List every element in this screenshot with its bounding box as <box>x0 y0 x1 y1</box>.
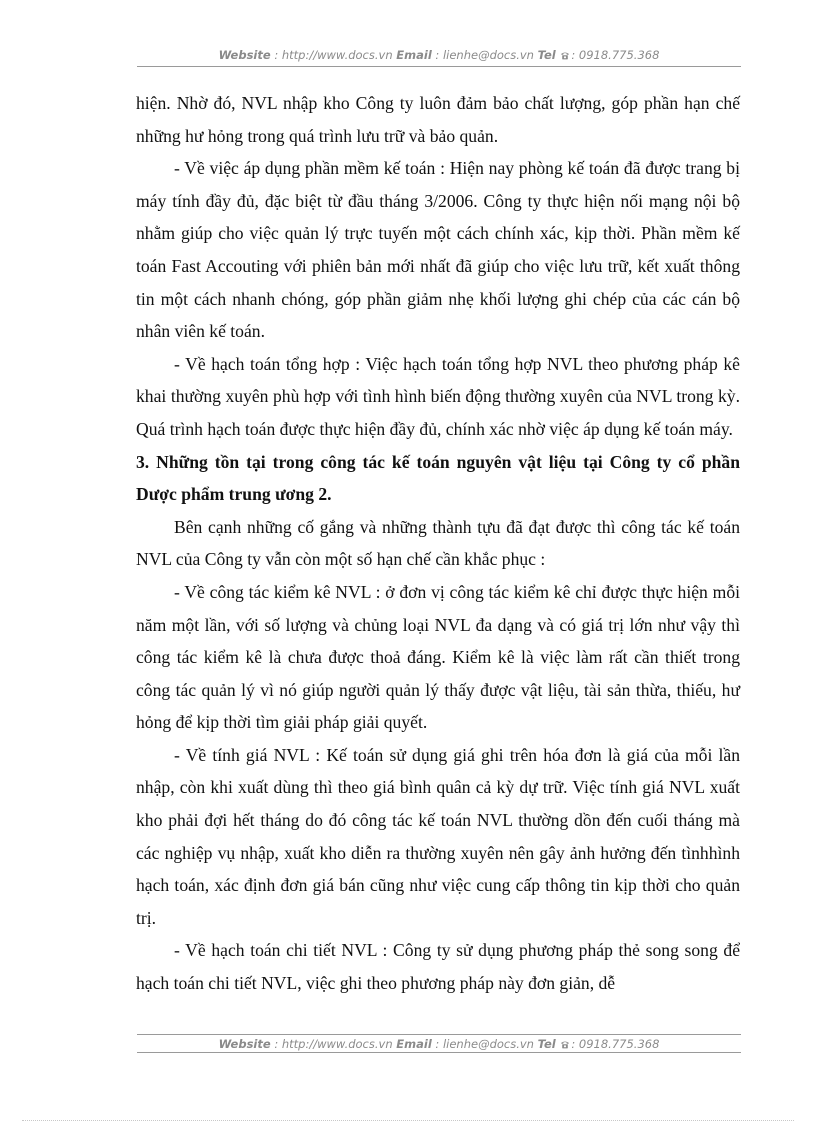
footer-email-label: Email <box>396 1037 432 1051</box>
header-phone-number: : 0918.775.368 <box>571 48 660 62</box>
footer-phone-number: : 0918.775.368 <box>571 1037 660 1051</box>
footer-tel-label: Tel <box>537 1037 556 1051</box>
footer-website-label: Website <box>218 1037 271 1051</box>
paragraph-detailed-accounting: - Về hạch toán chi tiết NVL : Công ty sử dụng phương pháp thẻ song song để hạch toán chi tiết NVL, việc ghi theo phương pháp này đơn giản, dễ <box>136 940 740 994</box>
page-footer <box>137 1034 741 1053</box>
paragraph-general-accounting: - Về hạch toán tổng hợp : Việc hạch toán tổng hợp NVL theo phương pháp kê khai thường xuyên phù hợp với tình hình biến động thường xuyên của NVL trong kỳ. Quá trình hạch toán được thực hiện đầy đủ, chính xác nhờ việc áp dụng kế toán máy. <box>136 353 740 439</box>
page-header <box>137 48 741 67</box>
paragraph-material-pricing: - Về tính giá NVL : Kế toán sử dụng giá ghi trên hóa đơn là giá của mỗi lần nhập, còn khi xuất dùng thì theo giá bình quân cả kỳ dự trữ. Việc tính giá NVL xuất kho phải đợi hết tháng do đó công tác kế toán NVL thường dồn đến cuối tháng mà các nghiệp vụ nhập, xuất kho diễn ra thường xuyên nên gây ảnh hưởng đến tìnhhình hạch toán, xác định đơn giá bán cũng như việc cung cấp thông tin kịp thời cho quản trị. <box>136 744 740 928</box>
paragraph-accounting-software: - Về việc áp dụng phần mềm kế toán : Hiện nay phòng kế toán đã được trang bị máy tính đầy đủ, đặc biệt từ đầu tháng 3/2006. Công ty thực hiện nối mạng nội bộ nhằm giúp cho việc quản lý trực tuyến một cách chính xác, kịp thời. Phần mềm kế toán Fast Accouting với phiên bản mới nhất đã giúp cho việc lưu trữ, kết xuất thông tin một cách nhanh chóng, góp phần giảm nhẹ khối lượng ghi chép của các cán bộ nhân viên kế toán. <box>136 158 740 342</box>
page-edge-divider <box>22 1120 794 1121</box>
footer-website-link[interactable]: : http://www.docs.vn <box>270 1037 397 1051</box>
paragraph-continuation: hiện. Nhờ đó, NVL nhập kho Công ty luôn đảm bảo chất lượng, góp phần hạn chế những hư hỏng trong quá trình lưu trữ và bảo quản. <box>136 93 740 146</box>
telephone-icon <box>560 1040 570 1049</box>
header-email-link[interactable]: : lienhe@docs.vn <box>431 48 538 62</box>
header-email-label: Email <box>396 48 432 62</box>
paragraph-inventory-count: - Về công tác kiểm kê NVL : ở đơn vị công tác kiểm kê chỉ được thực hiện mỗi năm một lần, với số lượng và chủng loại NVL đa dạng và có giá trị lớn như vậy thì công tác kiểm kê là chưa được thoả đáng. Kiểm kê là việc làm rất cần thiết trong công tác quản lý vì nó giúp người quản lý thấy được vật liệu, tài sản thừa, thiếu, hư hỏng để kịp thời tìm giải pháp giải quyết. <box>136 581 740 733</box>
header-website-link[interactable]: : http://www.docs.vn <box>270 48 397 62</box>
telephone-icon <box>560 51 570 60</box>
footer-email-link[interactable]: : lienhe@docs.vn <box>431 1037 538 1051</box>
section-heading: 3. Những tồn tại trong công tác kế toán nguyên vật liệu tại Công ty cổ phần Dược phẩm trung ương 2. <box>136 451 740 505</box>
header-website-label: Website <box>218 48 271 62</box>
paragraph-limitations-intro: Bên cạnh những cố gắng và những thành tựu đã đạt được thì công tác kế toán NVL của Công ty vẫn còn một số hạn chế cần khắc phục : <box>136 516 740 570</box>
document-body <box>136 87 740 1000</box>
header-tel-label: Tel <box>537 48 556 62</box>
footer-divider <box>137 1052 741 1053</box>
